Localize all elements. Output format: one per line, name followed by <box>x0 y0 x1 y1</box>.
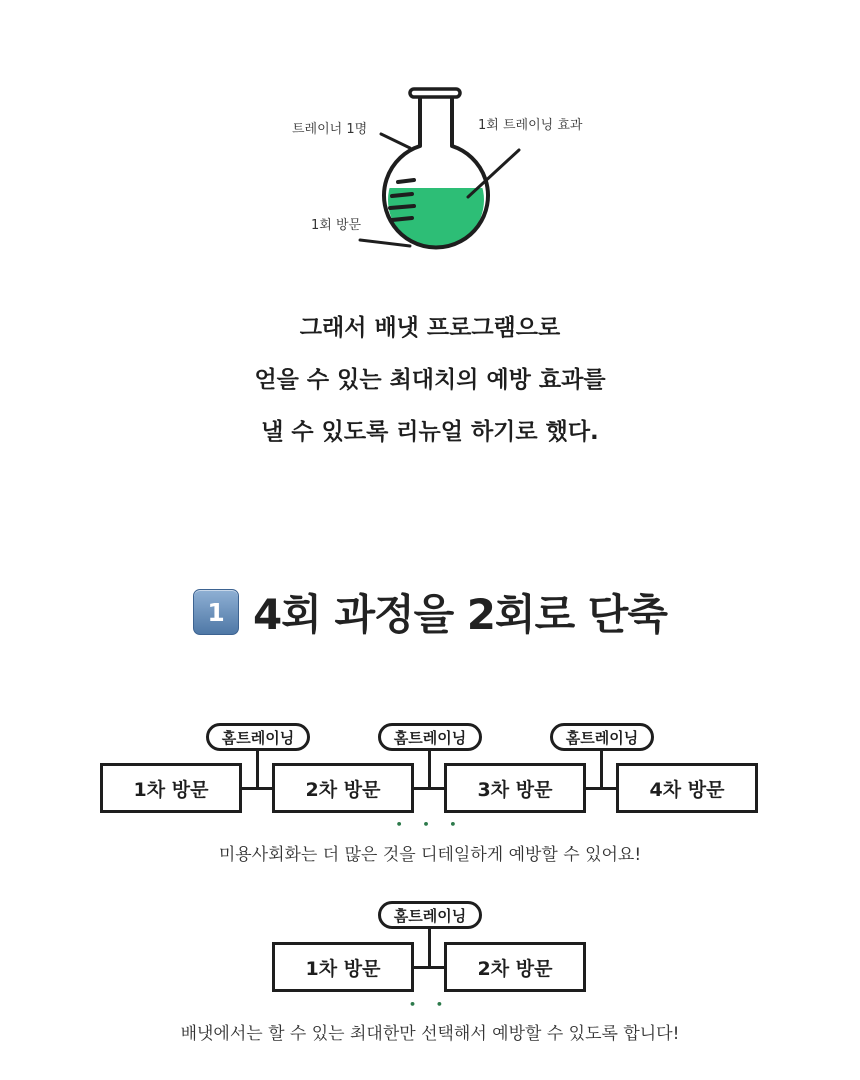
pointer-visit <box>360 240 410 246</box>
label-effect: 1회 트레이닝 효과 <box>478 118 583 133</box>
connector <box>256 748 259 788</box>
number-badge: 1 <box>193 589 239 635</box>
pointer-effect <box>468 150 519 197</box>
visit-box-2: 2차 방문 <box>272 763 414 813</box>
visit-box-1: 1차 방문 <box>272 942 414 992</box>
intro-line-2: 얻을 수 있는 최대치의 예방 효과를 <box>254 367 606 393</box>
label-trainer: 트레이너 1명 <box>292 122 368 137</box>
visit-box-4: 4차 방문 <box>616 763 758 813</box>
connector <box>428 926 431 967</box>
dots: • • <box>409 998 451 1011</box>
pointer-trainer <box>381 134 410 148</box>
flask-rim <box>410 89 460 97</box>
label-visit: 1회 방문 <box>311 218 362 233</box>
flask-illustration <box>0 0 860 270</box>
connector <box>600 748 603 788</box>
caption-after: 배냇에서는 할 수 있는 최대한만 선택해서 예방할 수 있도록 합니다! <box>180 1024 680 1044</box>
section-heading <box>0 582 860 642</box>
home-training-pill: 홈트레이닝 <box>378 723 482 751</box>
visit-box-2: 2차 방문 <box>444 942 586 992</box>
intro-line-3: 낼 수 있도록 리뉴얼 하기로 했다. <box>261 419 599 445</box>
home-training-pill: 홈트레이닝 <box>378 901 482 929</box>
visit-box-1: 1차 방문 <box>100 763 242 813</box>
section-title: 4회 과정을 2회로 단축 <box>253 590 667 639</box>
visit-box-3: 3차 방문 <box>444 763 586 813</box>
home-training-pill: 홈트레이닝 <box>550 723 654 751</box>
intro-line-1: 그래서 배냇 프로그램으로 <box>299 315 561 341</box>
caption-before: 미용사회화는 더 많은 것을 디테일하게 예방할 수 있어요! <box>218 845 642 865</box>
home-training-pill: 홈트레이닝 <box>206 723 310 751</box>
connector <box>428 748 431 788</box>
dots: • • • <box>395 818 465 831</box>
